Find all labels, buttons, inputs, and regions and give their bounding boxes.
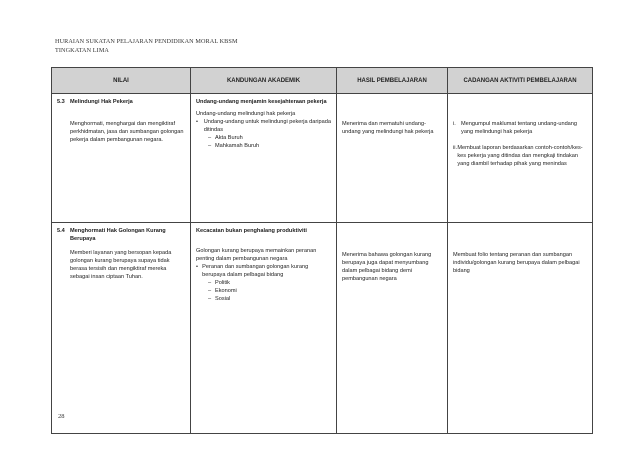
nilai-heading [57,227,185,243]
nilai-title: Menghormati Hak Golongan Kurang Berupaya [70,228,166,242]
list-item: – Akta Buruh [208,135,243,141]
dash-icon: – [208,296,212,302]
kandungan-intro: Undang-undang melindungi hak pekerja [196,111,296,117]
syllabus-table [51,67,593,434]
list-item: • Peranan dan sumbangan golongan kurang berupaya dalam pelbagai bidang [196,264,309,278]
hasil-text: Menerima bahawa golongan kurang berupaya juga dapat menyumbang dalam pelbagai bidang demi pembangunan negara [342,252,432,282]
nilai-number: 5.3 [57,99,65,105]
list-item: i. Mengumpul maklumat tentang undang-undang yang melindungi hak pekerja [453,121,578,135]
kandungan-cell [191,223,337,434]
list-item: – Ekonomi [208,288,237,294]
dash-icon: – [208,135,212,141]
kandungan-cell [191,94,337,223]
table-row [52,94,593,223]
nilai-number: 5.4 [57,228,65,234]
list-item: – Politik [208,280,230,286]
table-header-row [52,68,593,94]
document-header-subtitle: TINGKATAN LIMA [55,47,110,54]
nilai-title: Melindungi Hak Pekerja [70,99,133,105]
kandungan-intro: Golongan kurang berupaya memainkan peranan penting dalam pembangunan negara [196,248,317,262]
column-header-nilai: NILAI [52,68,191,94]
nilai-heading [57,98,185,106]
nilai-description: Memberi layanan yang bersopan kepada golongan kurang berupaya supaya tidak berasa tersisih dan mengiktiraf mereka sebagai insan ciptaan Tuhan. [70,250,172,280]
document-header-title: HURAIAN SUKATAN PELAJARAN PENDIDIKAN MORAL KBSM [55,38,238,45]
list-item: • Undang-undang untuk melindungi pekerja daripada ditindas [196,119,331,133]
column-header-hasil: HASIL PEMBELAJARAN [337,68,448,94]
bullet-icon: • [196,119,198,125]
list-item: – Sosial [208,296,231,302]
cadangan-cell [448,94,593,223]
hasil-cell [337,94,448,223]
hasil-cell [337,223,448,434]
dash-icon: – [208,280,212,286]
cadangan-cell [448,223,593,434]
column-header-kandungan: KANDUNGAN AKADEMIK [191,68,337,94]
bullet-icon: • [196,264,198,270]
nilai-description: Menghormati, menghargai dan mengiktiraf perkhidmatan, jasa dan sumbangan golongan pekerja dalam pembangunan negara. [70,121,184,143]
page-number: 28 [58,413,65,420]
dash-icon: – [208,288,212,294]
cadangan-text: Membuat folio tentang peranan dan sumbangan individu/golongan kurang berupaya dalam pelbagai bidang [453,252,580,274]
table-row [52,223,593,434]
kandungan-title: Undang-undang menjamin kesejahteraan pekerja [196,99,327,105]
dash-icon: – [208,143,212,149]
kandungan-title: Kecacatan bukan penghalang produktiviti [196,228,307,234]
list-item: ii. Membuat laporan berdasarkan contoh-contoh/kes-kes pekerja yang ditindas dan mengkaji tindakan yang diambil terhadap pihak yang menindas [453,145,583,167]
column-header-cadangan: CADANGAN AKTIVITI PEMBELAJARAN [448,68,593,94]
hasil-text: Menerima dan mematuhi undang-undang yang melindungi hak pekerja [342,121,434,135]
nilai-cell [52,223,191,434]
nilai-cell [52,94,191,223]
list-item: – Mahkamah Buruh [208,143,260,149]
